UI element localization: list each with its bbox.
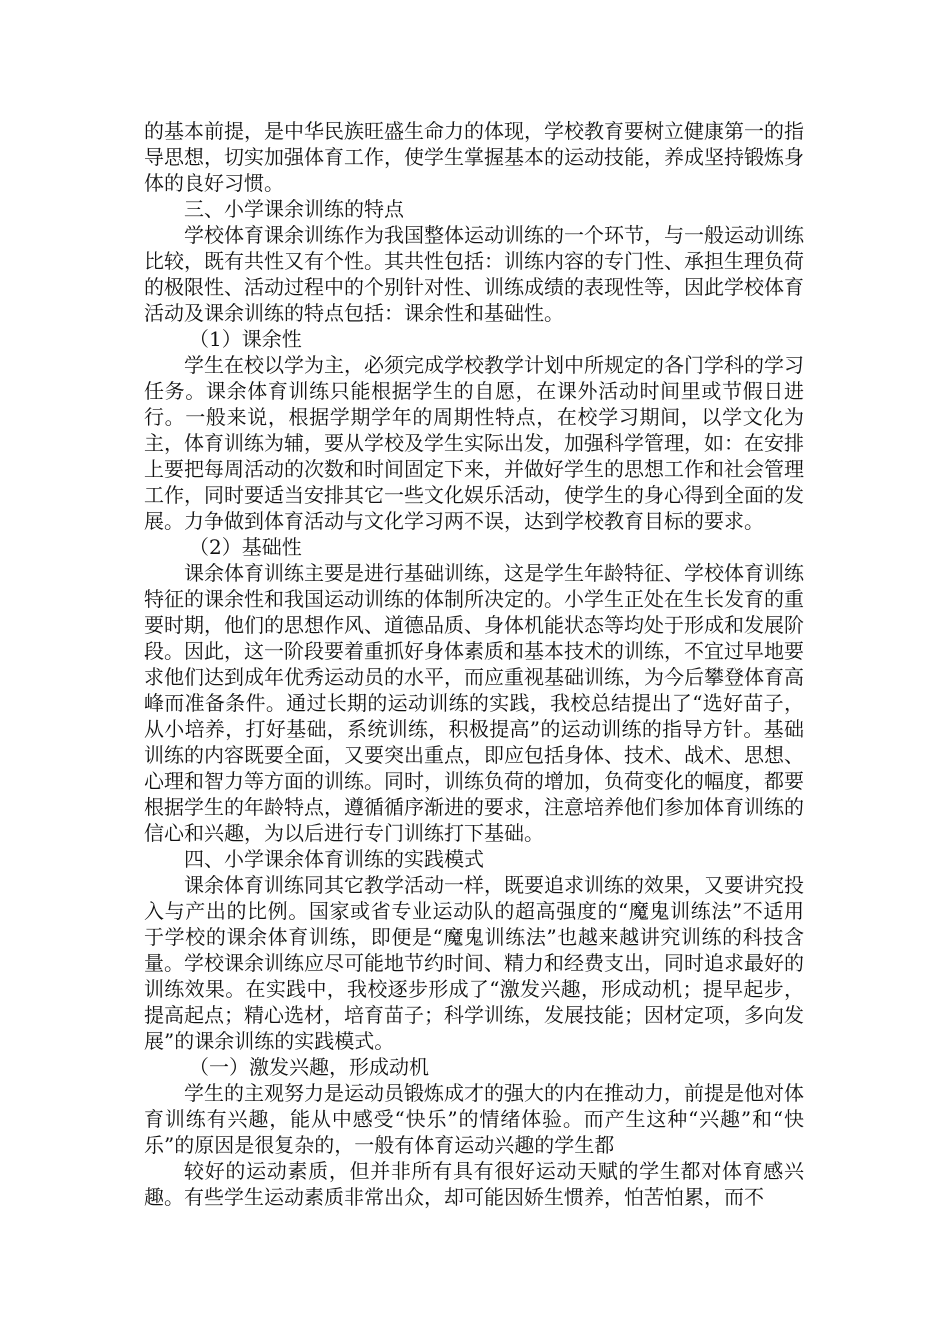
subsection-heading-a: （一）激发兴趣，形成动机 [189, 1055, 429, 1079]
paragraph: 课余体育训练主要是进行基础训练，这是学生年龄特征、学校体育训练特征的课余性和我国运动训练的体制所决定的。小学生正处在生长发育的重要时期，他们的思想作风、道德品质、身体机能状态等均处于形成和发展阶段。因此，这一阶段要着重抓好身体素质和基本技术的训练，不宜过早地要求他们达到成年优秀运动员的水平，而应重视基础训练，为今后攀登体育高峰而准备条件。通过长期的运动训练的实践，我校总结提出了“选好苗子，从小培养，打好基础，系统训练，积极提高”的运动训练的指导方针。基础训练的内容既要全面，又要突出重点，即应包括身体、技术、战术、思想、心理和智力等方面的训练。同时，训练负荷的增加，负荷变化的幅度，都要根据学生的年龄特点，遵循循序渐进的要求，注意培养他们参加体育训练的信心和兴趣，为以后进行专门训练打下基础。 [144, 561, 804, 845]
paragraph: 较好的运动素质，但并非所有具有很好运动天赋的学生都对体育感兴趣。有些学生运动素质非常出众，却可能因娇生惯养，怕苦怕累，而不 [144, 1159, 804, 1209]
section-heading-3: 三、小学课余训练的特点 [184, 197, 404, 221]
paragraph: 学生在校以学为主，必须完成学校教学计划中所规定的各门学科的学习任务。课余体育训练只能根据学生的自愿，在课外活动时间里或节假日进行。一般来说，根据学期学年的周期性特点，在校学习期间，以学文化为主，体育训练为辅，要从学校及学生实际出发，加强科学管理，如：在安排上要把每周活动的次数和时间固定下来，并做好学生的思想工作和社会管理工作，同时要适当安排其它一些文化娱乐活动，使学生的身心得到全面的发展。力争做到体育活动与文化学习两不误，达到学校教育目标的要求。 [144, 353, 804, 533]
subsection-heading-1: （1）课余性 [189, 327, 302, 351]
subsection-heading-2: （2）基础性 [189, 535, 302, 559]
section-heading-4: 四、小学课余体育训练的实践模式 [184, 847, 484, 871]
paragraph-continuation: 的基本前提，是中华民族旺盛生命力的体现，学校教育要树立健康第一的指导思想，切实加强体育工作，使学生掌握基本的运动技能，养成坚持锻炼身体的良好习惯。 [144, 119, 804, 195]
paragraph: 学生的主观努力是运动员锻炼成才的强大的内在推动力，前提是他对体育训练有兴趣，能从中感受“快乐”的情绪体验。而产生这种“兴趣”和“快乐”的原因是很复杂的，一般有体育运动兴趣的学生都 [144, 1081, 804, 1157]
paragraph: 课余体育训练同其它教学活动一样，既要追求训练的效果，又要讲究投入与产出的比例。国家或省专业运动队的超高强度的“魔鬼训练法”不适用于学校的课余体育训练，即便是“魔鬼训练法”也越来越讲究训练的科技含量。学校课余训练应尽可能地节约时间、精力和经费支出，同时追求最好的训练效果。在实践中，我校逐步形成了“激发兴趣，形成动机；提早起步，提高起点；精心选材，培育苗子；科学训练，发展技能；因材定项，多向发展”的课余训练的实践模式。 [144, 873, 804, 1053]
paragraph: 学校体育课余训练作为我国整体运动训练的一个环节，与一般运动训练比较，既有共性又有个性。其共性包括：训练内容的专门性、承担生理负荷的极限性、活动过程中的个别针对性、训练成绩的表现性等，因此学校体育活动及课余训练的特点包括：课余性和基础性。 [144, 223, 804, 325]
document-page [144, 118, 804, 1210]
